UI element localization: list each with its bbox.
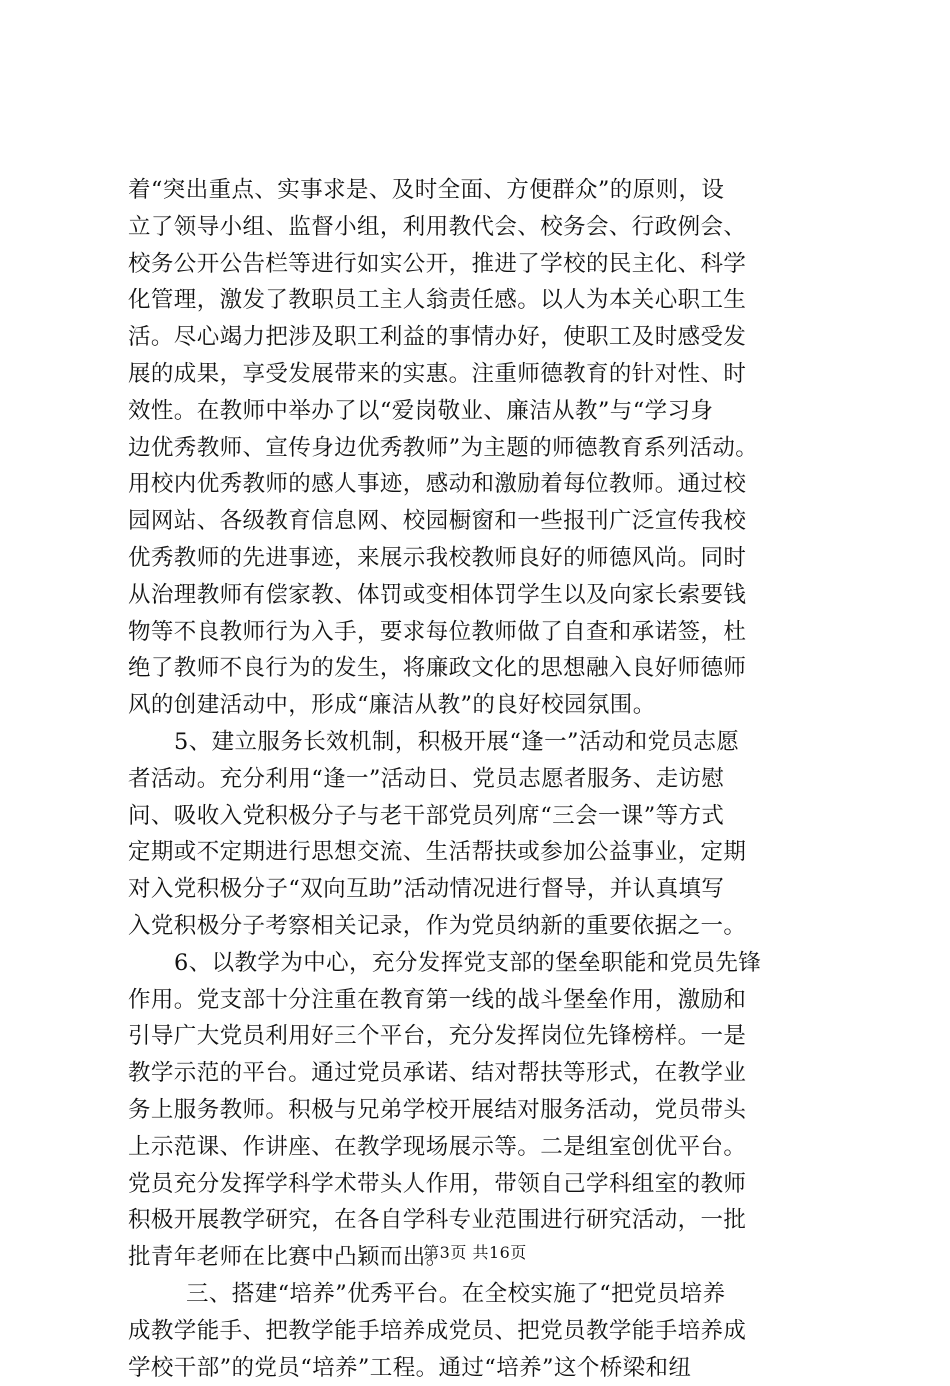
text-line: 绝了教师不良行为的发生，将廉政文化的思想融入良好师德师 [128,650,830,687]
text-line: 边优秀教师、宣传身边优秀教师”为主题的师德教育系列活动。 [128,430,830,467]
text-line: 立了领导小组、监督小组，利用教代会、校务会、行政例会、 [128,209,830,246]
text-line: 批青年老师在比赛中凸颖而出。 [128,1239,830,1276]
text-line: 对入党积极分子“双向互助”活动情况进行督导，并认真填写 [128,871,830,908]
text-line: 教学示范的平台。通过党员承诺、结对帮扶等形式，在教学业 [128,1055,830,1092]
text-line: 者活动。充分利用“逢一”活动日、党员志愿者服务、走访慰 [128,761,830,798]
text-line: 效性。在教师中举办了以“爱岗敬业、廉洁从教”与“学习身 [128,393,830,430]
text-line: 从治理教师有偿家教、体罚或变相体罚学生以及向家长索要钱 [128,577,830,614]
text-line: 化管理，激发了教职员工主人翁责任感。以人为本关心职工生 [128,282,830,319]
text-line: 园网站、各级教育信息网、校园橱窗和一些报刊广泛宣传我校 [128,503,830,540]
text-line: 务上服务教师。积极与兄弟学校开展结对服务活动，党员带头 [128,1092,830,1129]
page-number: 第3页 共16页 [0,1240,950,1263]
text-line: 引导广大党员利用好三个平台，充分发挥岗位先锋榜样。一是 [128,1018,830,1055]
text-line: 物等不良教师行为入手，要求每位教师做了自查和承诺签，杜 [128,614,830,651]
text-line: 成教学能手、把教学能手培养成党员、把党员教学能手培养成 [128,1313,830,1350]
text-line: 党员充分发挥学科学术带头人作用，带领自己学科组室的教师 [128,1166,830,1203]
text-line: 上示范课、作讲座、在教学现场展示等。二是组室创优平台。 [128,1129,830,1166]
text-line: 定期或不定期进行思想交流、生活帮扶或参加公益事业，定期 [128,834,830,871]
document-body [128,172,830,1386]
paragraph-start-line: 5、建立服务长效机制，积极开展“逢一”活动和党员志愿 [128,724,830,761]
paragraph-start-line: 6、以教学为中心，充分发挥党支部的堡垒职能和党员先锋 [128,945,830,982]
text-line: 作用。党支部十分注重在教育第一线的战斗堡垒作用，激励和 [128,982,830,1019]
text-line: 展的成果，享受发展带来的实惠。注重师德教育的针对性、时 [128,356,830,393]
text-line: 问、吸收入党积极分子与老干部党员列席“三会一课”等方式 [128,798,830,835]
text-line: 活。尽心竭力把涉及职工利益的事情办好，使职工及时感受发 [128,319,830,356]
text-line: 入党积极分子考察相关记录，作为党员纳新的重要依据之一。 [128,908,830,945]
text-line: 校务公开公告栏等进行如实公开，推进了学校的民主化、科学 [128,246,830,283]
text-line: 用校内优秀教师的感人事迹，感动和激励着每位教师。通过校 [128,466,830,503]
text-line: 优秀教师的先进事迹，来展示我校教师良好的师德风尚。同时 [128,540,830,577]
text-line: 风的创建活动中，形成“廉洁从教”的良好校园氛围。 [128,687,830,724]
text-line: 着“突出重点、实事求是、及时全面、方便群众”的原则，设 [128,172,830,209]
text-line: 积极开展教学研究，在各自学科专业范围进行研究活动，一批 [128,1202,830,1239]
paragraph-start-line: 三、搭建“培养”优秀平台。在全校实施了“把党员培养 [128,1276,830,1313]
text-line: 学校干部”的党员“培养”工程。通过“培养”这个桥梁和纽 [128,1350,830,1386]
